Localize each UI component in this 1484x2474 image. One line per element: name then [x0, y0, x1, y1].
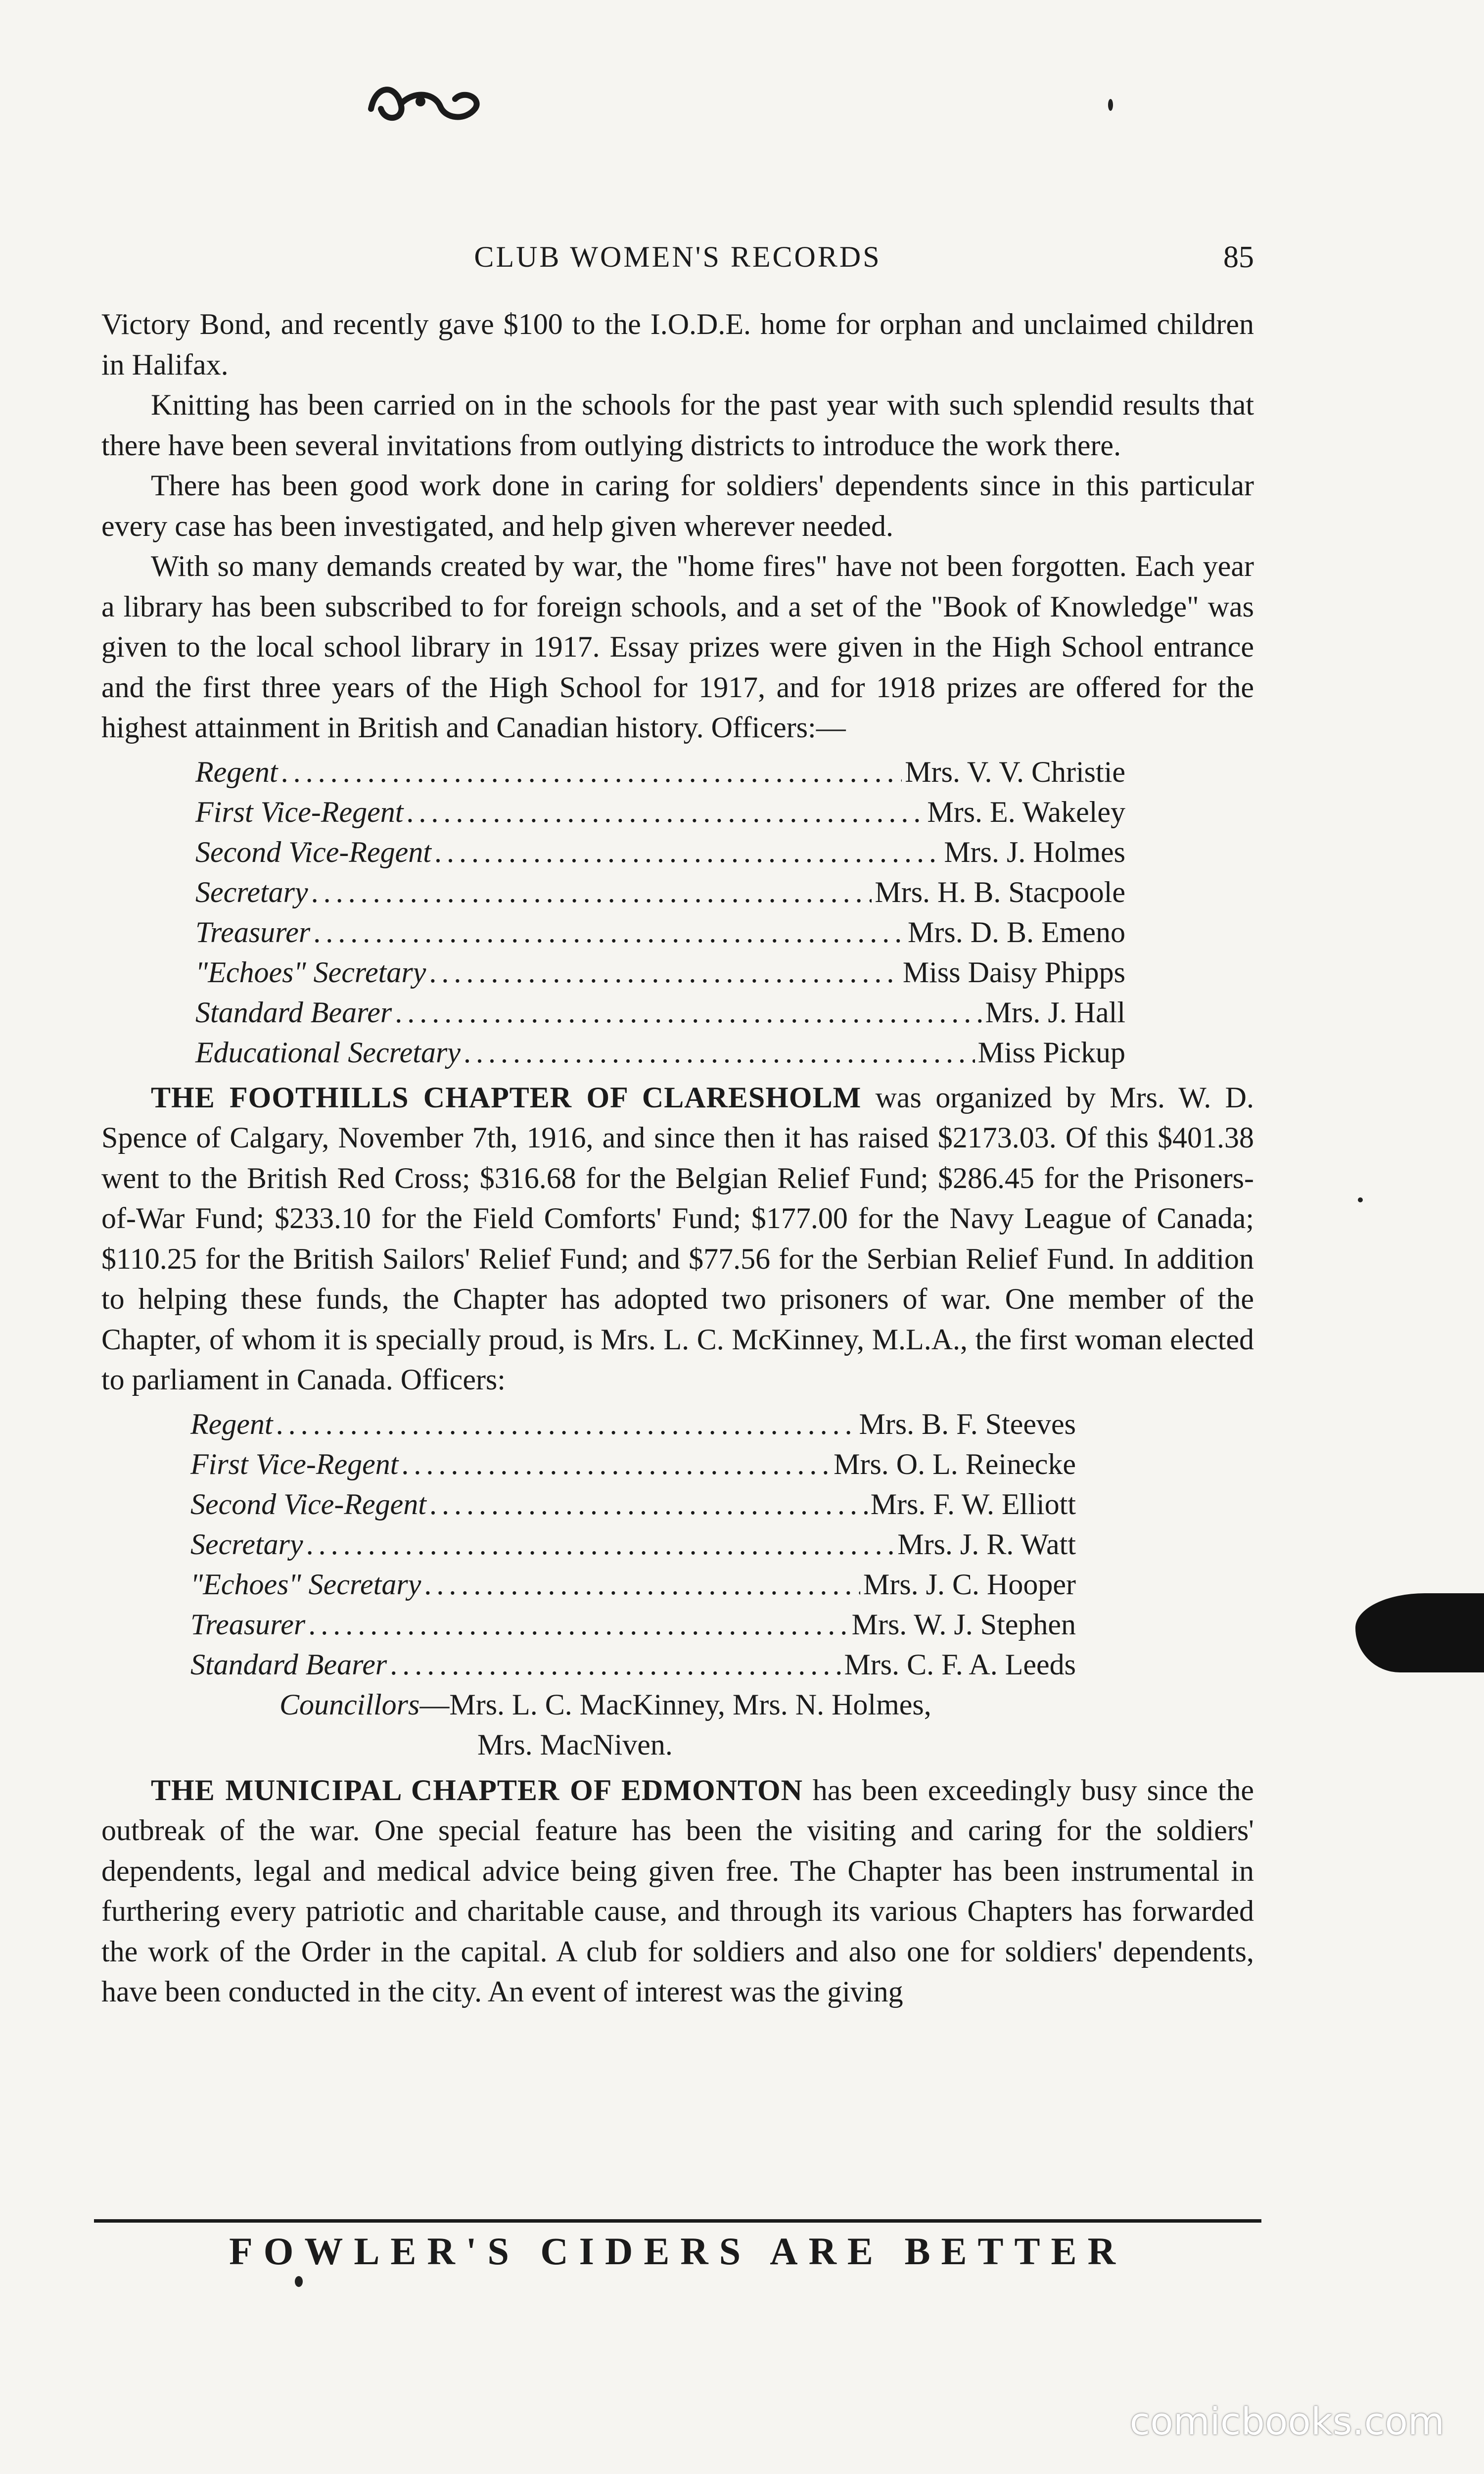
paragraph: There has been good work done in caring for soldiers' dependents since in this particular every case has been investigated, and help given wherever needed. — [101, 469, 1254, 542]
councillors-title: Councillors — [279, 1688, 420, 1721]
paragraph: Knitting has been carried on in the schools for the past year with such splendid results that there have been several invitations from outlying districts to introduce the work there. — [101, 388, 1254, 462]
officer-name: Mrs. V. V. Christie — [905, 755, 1125, 788]
officer-name: Mrs. O. L. Reinecke — [834, 1447, 1076, 1480]
officer-row — [190, 1565, 1076, 1605]
officer-row — [195, 792, 1125, 832]
officer-name: Mrs. J. R. Watt — [897, 1527, 1076, 1561]
paragraph: With so many demands created by war, the "home fires" have not been forgotten. Each year a library has been subscribed to for foreign schools, and a set of the "Book of Knowledge" was given to the local school library in 1917. Essay prizes were given in the High School entrance and the first three years of the High School for 1917, and for 1918 prizes are offered for the highest attainment in British and Canadian history. Officers:— — [101, 550, 1254, 744]
advert-banner: FOWLER'S CIDERS ARE BETTER — [229, 2230, 1126, 2273]
officer-name: Mrs. H. B. Stacpoole — [875, 875, 1125, 908]
officer-title: Standard Bearer — [190, 1648, 387, 1681]
officer-name: Miss Daisy Phipps — [902, 955, 1125, 989]
officer-name: Mrs. J. C. Hooper — [863, 1568, 1076, 1601]
officer-name: Mrs. J. Holmes — [944, 835, 1125, 868]
watermark: comicbooks.com — [1129, 2399, 1444, 2443]
officer-row — [190, 1605, 1076, 1645]
officer-row — [195, 752, 1125, 792]
officer-row — [195, 952, 1125, 993]
article-body — [101, 304, 1254, 2012]
advert-rule — [94, 2219, 1261, 2223]
councillors-entry — [190, 1685, 1076, 1765]
leader-dots — [308, 1605, 848, 1645]
officers-list-claresholm — [101, 1404, 1076, 1765]
leader-dots — [313, 912, 905, 953]
leader-dots — [464, 1033, 975, 1073]
officer-title: Treasurer — [190, 1608, 306, 1641]
officer-name: Mrs. F. W. Elliott — [870, 1487, 1076, 1521]
officer-row — [190, 1645, 1076, 1685]
page-number: 85 — [1223, 240, 1254, 274]
officer-row — [190, 1524, 1076, 1565]
paragraph-text: has been exceedingly busy since the outbreak of the war. One special feature has been the visiting and caring for the soldiers' dependents, legal and medical advice being given free. The Chapter has been instrumental in furthering every patriotic and charitable cause, and through its various Chapters has forwarded the work of the Order in the capital. A club for soldiers and also one for soldiers' dependents, have been conducted in the city. An event of interest was the giving — [101, 1773, 1254, 2008]
officer-row — [195, 993, 1125, 1033]
officer-name: Mrs. J. Hall — [985, 996, 1125, 1029]
officer-title: "Echoes" Secretary — [195, 955, 426, 989]
officer-title: Secretary — [190, 1527, 303, 1561]
ink-speck — [1358, 1197, 1363, 1202]
officer-title: Regent — [195, 755, 278, 788]
leader-dots — [401, 1444, 831, 1485]
leader-dots — [281, 752, 902, 793]
officer-name: Mrs. E. Wakeley — [927, 795, 1125, 828]
officer-name: Mrs. B. F. Steeves — [859, 1407, 1076, 1440]
officer-row — [195, 832, 1125, 872]
leader-dots — [395, 993, 982, 1033]
officer-name: Miss Pickup — [977, 1036, 1125, 1069]
chapter-heading: THE MUNICIPAL CHAPTER OF EDMONTON — [151, 1773, 803, 1807]
leader-dots — [311, 872, 872, 913]
leader-dots — [429, 952, 900, 993]
paragraph — [101, 1770, 1254, 2012]
chapter-heading: THE FOOTHILLS CHAPTER OF CLARESHOLM — [151, 1081, 862, 1114]
officer-row — [190, 1484, 1076, 1524]
officer-title: Second Vice-Regent — [195, 835, 431, 868]
leader-dots — [390, 1645, 841, 1685]
councillors-names-continued: Mrs. MacNiven. — [477, 1728, 673, 1761]
officer-title: "Echoes" Secretary — [190, 1568, 421, 1601]
officer-name: Mrs. D. B. Emeno — [908, 915, 1125, 949]
ink-blot — [1355, 1593, 1484, 1672]
officer-title: Standard Bearer — [195, 996, 392, 1029]
leader-dots — [276, 1404, 856, 1445]
paragraph-text: was organized by Mrs. W. D. Spence of Calgary, November 7th, 1916, and since then it has raised $2173.03. Of this $401.38 went to the British Red Cross; $316.68 for the Belgian Relief Fund; $286.45 for the Prisoners-of-War Fund; $233.10 for the Field Comforts' Fund; $177.00 for the Navy League of Canada; $110.25 for the British Sailors' Relief Fund; and $77.56 for the Serbian Relief Fund. In addition to helping these funds, the Chapter has adopted two prisoners of war. One member of the Chapter, of whom it is specially proud, is Mrs. L. C. McKinney, M.L.A., the first woman elected to parliament in Canada. Officers: — [101, 1081, 1254, 1396]
councillors-names: —Mrs. L. C. MacKinney, Mrs. N. Holmes, — [419, 1688, 931, 1721]
officer-title: Regent — [190, 1407, 273, 1440]
printer-ornament-icon — [366, 79, 485, 129]
running-head: CLUB WOMEN'S RECORDS — [474, 240, 881, 273]
officer-row — [190, 1404, 1076, 1444]
officer-title: Secretary — [195, 875, 308, 908]
leader-dots — [434, 832, 941, 873]
officer-title: Educational Secretary — [195, 1036, 461, 1069]
leader-dots — [406, 792, 924, 833]
officer-name: Mrs. W. J. Stephen — [851, 1608, 1076, 1641]
paragraph: Victory Bond, and recently gave $100 to the I.O.D.E. home for orphan and unclaimed children in Halifax. — [101, 308, 1254, 381]
officer-title: First Vice-Regent — [195, 795, 404, 828]
officer-row — [190, 1444, 1076, 1484]
officer-name: Mrs. C. F. A. Leeds — [844, 1648, 1076, 1681]
ink-speck — [295, 2276, 303, 2287]
paragraph — [101, 1078, 1254, 1400]
leader-dots — [306, 1524, 895, 1565]
leader-dots — [424, 1565, 860, 1605]
ink-speck — [1108, 99, 1113, 111]
page-header — [101, 240, 1254, 285]
officer-title: Treasurer — [195, 915, 311, 949]
officer-title: Second Vice-Regent — [190, 1487, 426, 1521]
officer-row — [195, 1033, 1125, 1073]
officers-list-claresholm-preceding — [101, 752, 1125, 1073]
officer-row — [195, 872, 1125, 912]
officer-title: First Vice-Regent — [190, 1447, 399, 1480]
leader-dots — [429, 1484, 868, 1525]
officer-row — [195, 912, 1125, 952]
